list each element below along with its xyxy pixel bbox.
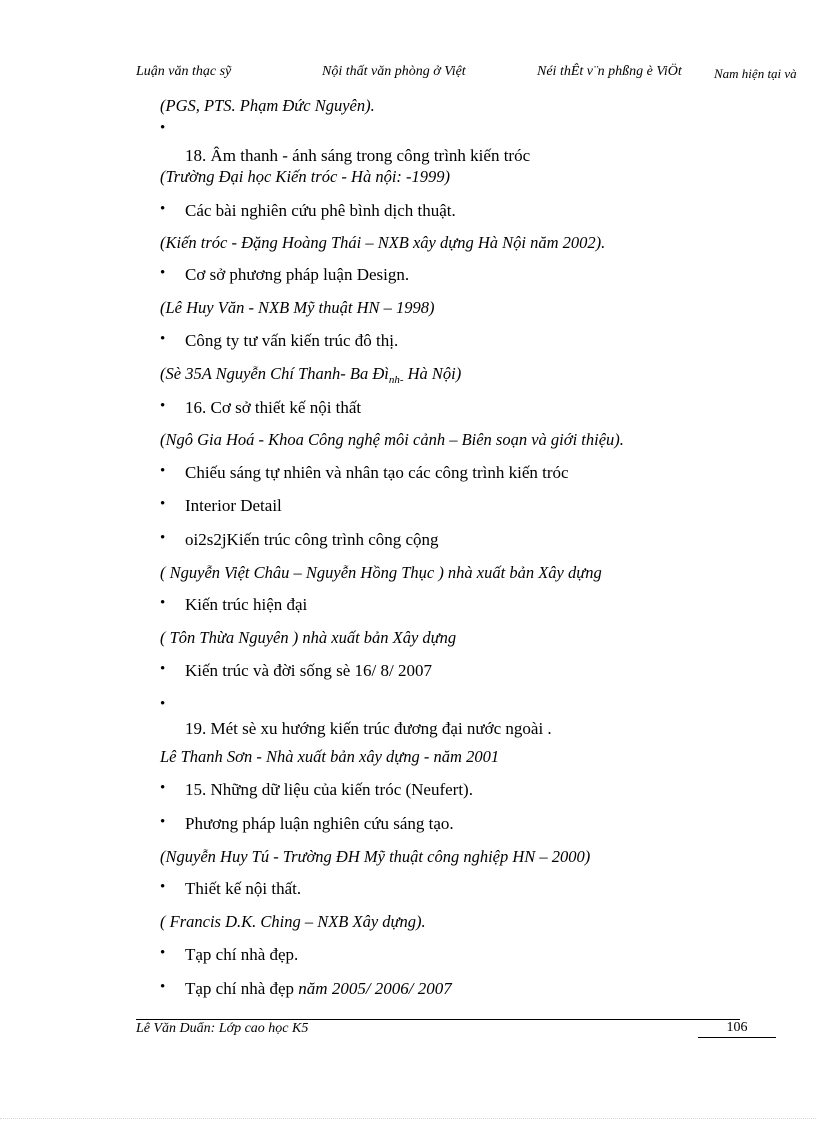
reference-title-years: năm 2005/ 2006/ 2007 xyxy=(298,979,452,998)
reference-title: Thiết kế nội thất. xyxy=(185,879,302,898)
reference-title: Cơ sở phương pháp luận Design. xyxy=(185,265,410,284)
bullet-icon: • xyxy=(160,120,166,136)
bullet-icon: • xyxy=(160,530,166,546)
bullet-icon: • xyxy=(160,463,166,479)
bullet-icon: • xyxy=(160,398,166,414)
bullet-icon: • xyxy=(160,265,166,281)
reference-note: (Lê Huy Văn - NXB Mỹ thuật HN – 1998) xyxy=(160,298,435,317)
header-title: Nội thất văn phòng ở Việt xyxy=(322,64,466,79)
reference-title: 16. Cơ sở thiết kế nội thất xyxy=(185,398,362,417)
reference-title: Kiến trúc và đời sống sè 16/ 8/ 2007 xyxy=(185,661,432,680)
reference-note-subscript: nh- xyxy=(388,374,404,386)
footer-divider xyxy=(136,1019,740,1020)
reference-title xyxy=(185,979,452,999)
reference-title: Interior Detail xyxy=(185,496,282,515)
bullet-icon: • xyxy=(160,879,166,895)
reference-title: Tạp chí nhà đẹp. xyxy=(185,945,299,964)
reference-note: (PGS, PTS. Phạm Đức Nguyên). xyxy=(160,96,375,115)
reference-note-part: (Sè 35A Nguyễn Chí Thanh- Ba Đì xyxy=(160,364,389,383)
page-bottom-edge xyxy=(0,1118,816,1119)
reference-title: 19. Mét sè xu hướng kiến trúc đương đại nước ngoài . xyxy=(185,719,552,738)
reference-title: 15. Những dữ liệu của kiến tróc (Neufert). xyxy=(185,780,473,799)
reference-note-part: Hà Nội) xyxy=(403,364,462,383)
reference-note: (Trường Đại học Kiến tróc - Hà nội: -1999) xyxy=(160,167,451,186)
reference-note: ( Nguyễn Việt Châu – Nguyễn Hồng Thục ) nhà xuất bản Xây dựng xyxy=(160,563,602,582)
reference-note: (Ngô Gia Hoá - Khoa Công nghệ môi cảnh – Biên soạn và giới thiệu). xyxy=(160,430,624,449)
bullet-icon: • xyxy=(160,945,166,961)
bullet-icon: • xyxy=(160,661,166,677)
bullet-icon: • xyxy=(160,595,166,611)
reference-title: Phương pháp luận nghiên cứu sáng tạo. xyxy=(185,814,454,833)
bullet-icon: • xyxy=(160,780,166,796)
header-title-garbled: Néi thÊt v¨n phßng è ViÖt xyxy=(537,64,682,79)
bullet-icon: • xyxy=(160,979,166,995)
reference-title: 18. Âm thanh - ánh sáng trong công trình kiến tróc xyxy=(185,146,531,165)
reference-note: Lê Thanh Sơn - Nhà xuất bản xây dựng - năm 2001 xyxy=(160,747,500,766)
footer-author: Lê Văn Duẩn: Lớp cao học K5 xyxy=(136,1021,309,1036)
bullet-icon: • xyxy=(160,331,166,347)
bullet-icon: • xyxy=(160,696,166,712)
reference-title-part: Tạp chí nhà đẹp xyxy=(185,979,299,998)
reference-note xyxy=(160,364,461,384)
reference-title: Công ty tư vấn kiến trúc đô thị. xyxy=(185,331,399,350)
header-title-tail: Nam hiện tại và xyxy=(714,66,797,81)
reference-note: ( Tôn Thừa Nguyên ) nhà xuất bản Xây dựng xyxy=(160,628,457,647)
reference-note: (Nguyễn Huy Tú - Trường ĐH Mỹ thuật công nghiệp HN – 2000) xyxy=(160,847,591,866)
reference-title: oi2s2jKiến trúc công trình công cộng xyxy=(185,530,439,549)
reference-title: Các bài nghiên cứu phê bình dịch thuật. xyxy=(185,201,456,220)
bullet-icon: • xyxy=(160,201,166,217)
header-thesis-label: Luận văn thạc sỹ xyxy=(136,64,232,79)
bullet-icon: • xyxy=(160,496,166,512)
reference-title: Kiến trúc hiện đại xyxy=(185,595,308,614)
page-number: 106 xyxy=(698,1020,776,1038)
reference-note: (Kiến tróc - Đặng Hoàng Thái – NXB xây dựng Hà Nội năm 2002). xyxy=(160,233,606,252)
bullet-icon: • xyxy=(160,814,166,830)
reference-note: ( Francis D.K. Ching – NXB Xây dựng). xyxy=(160,912,426,931)
reference-title: Chiếu sáng tự nhiên và nhân tạo các công trình kiến tróc xyxy=(185,463,569,482)
